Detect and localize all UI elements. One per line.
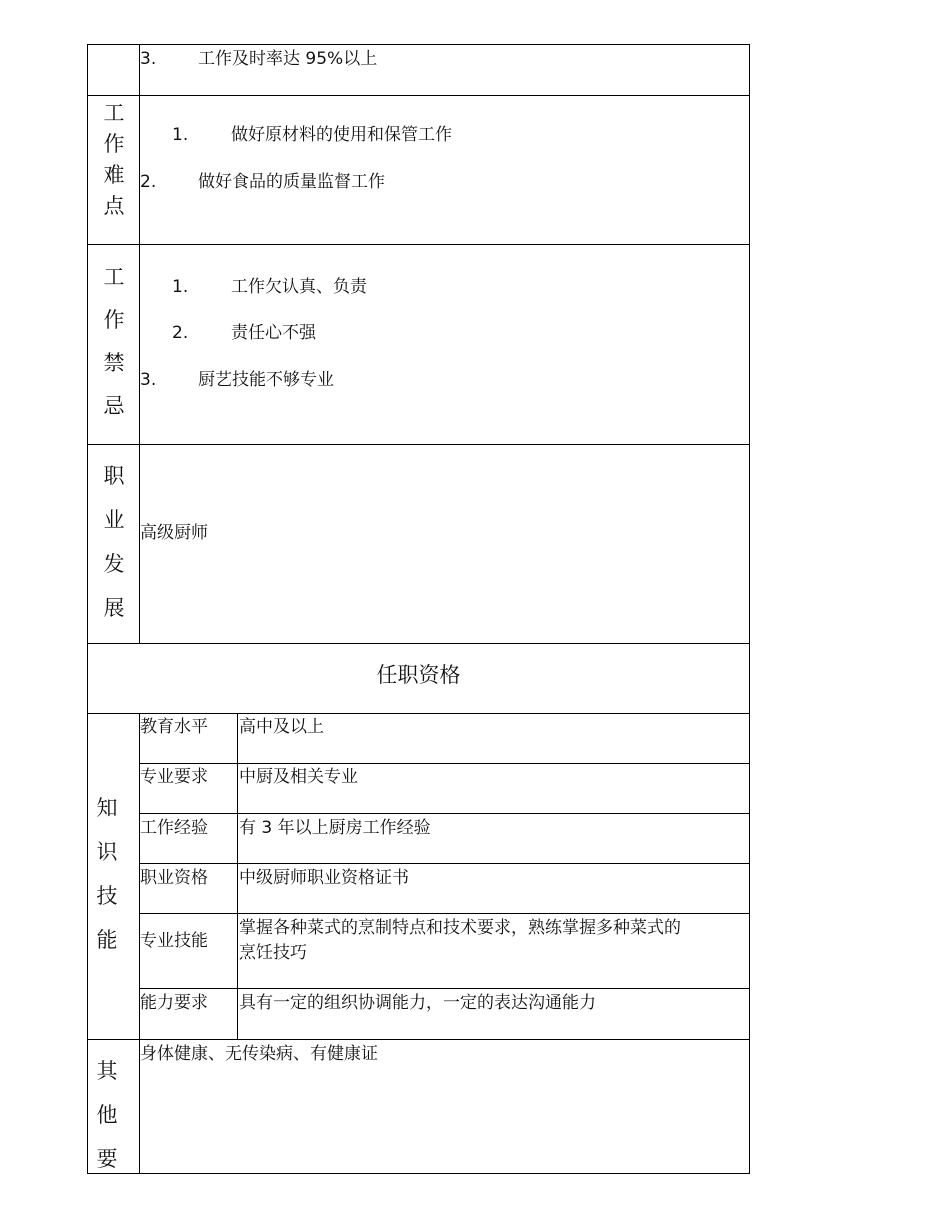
row-divider — [139, 813, 750, 814]
section-label-taboos: 工 作 禁 忌 — [103, 265, 125, 418]
table-row-key: 能力要求 — [140, 993, 208, 1013]
list-item — [140, 369, 334, 391]
row-divider — [87, 95, 750, 96]
row-divider — [139, 913, 750, 914]
table-row-value: 具有一定的组织协调能力，一定的表达沟通能力 — [239, 993, 596, 1013]
item-text: 工作欠认真、负责 — [231, 277, 367, 297]
row-divider — [139, 763, 750, 764]
section-label-other: 其 他 要 — [96, 1059, 118, 1171]
table-row-value: 烹饪技巧 — [239, 943, 307, 963]
item-number: 2. — [172, 323, 189, 343]
table-row-key: 工作经验 — [140, 818, 208, 838]
item-text: 做好原材料的使用和保管工作 — [231, 125, 452, 145]
row-divider — [87, 444, 750, 445]
item-text: 工作及时率达 95%以上 — [198, 49, 378, 69]
table-row-value: 高中及以上 — [239, 717, 324, 737]
list-item — [172, 276, 367, 298]
other-text: 身体健康、无传染病、有健康证 — [140, 1044, 378, 1064]
row-divider — [87, 1039, 750, 1040]
section-label-difficulties: 工 作 难 点 — [103, 101, 125, 218]
table-row-value: 掌握各种菜式的烹制特点和技术要求，熟练掌握多种菜式的 — [239, 918, 681, 938]
table-row-value: 有 3 年以上厨房工作经验 — [239, 818, 431, 838]
section-label-knowledge: 知 识 技 能 — [96, 796, 118, 952]
item-text: 责任心不强 — [231, 323, 316, 343]
item-number: 1. — [172, 125, 189, 145]
table-row-key: 专业要求 — [140, 767, 208, 787]
row-divider — [87, 244, 750, 245]
list-item — [172, 322, 316, 344]
row-divider — [87, 713, 750, 714]
table-row-key: 职业资格 — [140, 868, 208, 888]
item-text: 厨艺技能不够专业 — [198, 370, 334, 390]
label-column-divider — [139, 44, 140, 644]
section-heading-qualifications: 任职资格 — [376, 663, 461, 687]
table-row-key: 教育水平 — [140, 717, 208, 737]
list-item — [172, 124, 452, 146]
item-number: 3. — [140, 49, 157, 69]
section-label-career: 职 业 发 展 — [103, 464, 125, 620]
item-text: 做好食品的质量监督工作 — [198, 172, 385, 192]
table-row-value: 中级厨师职业资格证书 — [239, 868, 409, 888]
item-number: 2. — [140, 172, 157, 192]
item-number: 1. — [172, 277, 189, 297]
item-number: 3. — [140, 370, 157, 390]
table-row-value: 中厨及相关专业 — [239, 767, 358, 787]
career-text: 高级厨师 — [140, 523, 208, 543]
row-divider — [139, 988, 750, 989]
row-divider — [87, 643, 750, 644]
row-divider — [139, 863, 750, 864]
table-row-key: 专业技能 — [140, 931, 208, 951]
list-item — [140, 171, 385, 193]
list-item — [140, 48, 377, 70]
